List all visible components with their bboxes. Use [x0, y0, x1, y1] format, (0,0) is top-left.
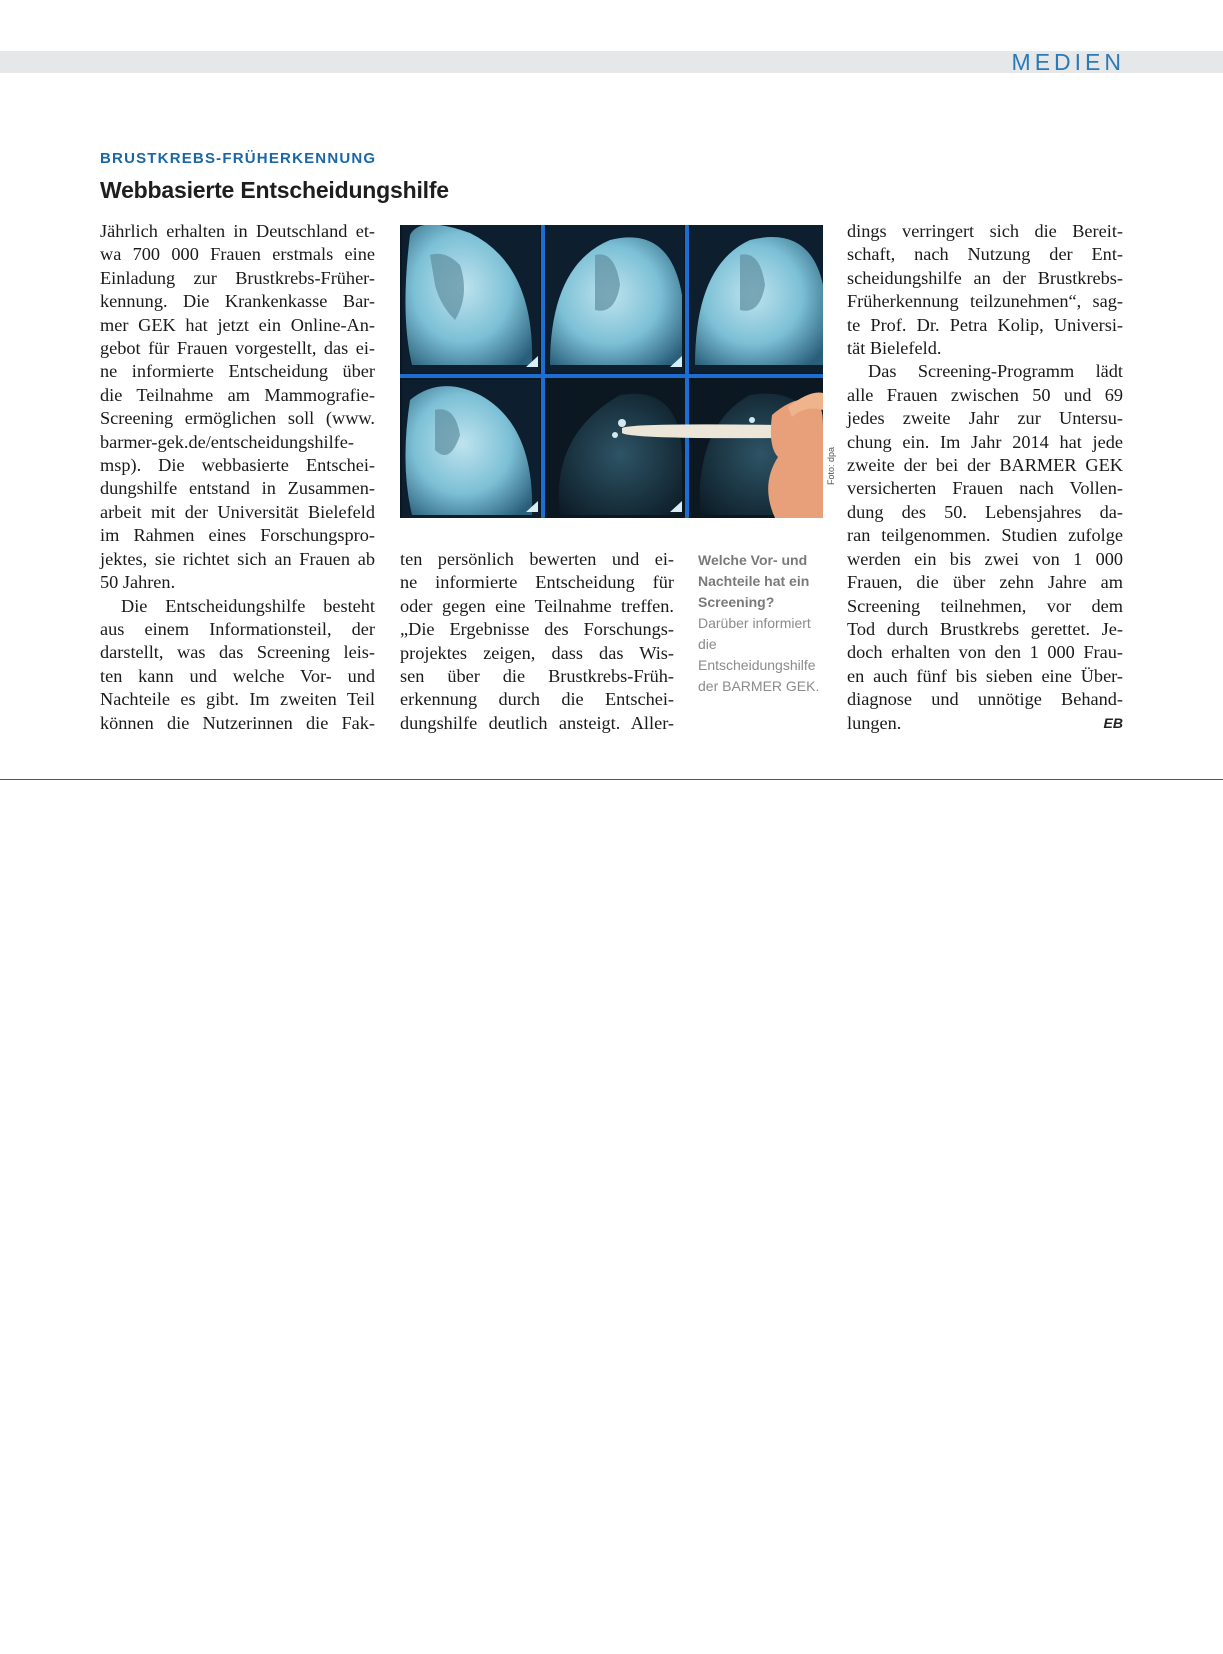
article-column-1 [100, 220, 375, 735]
caption-lead: Welche Vor- und Nachteile hat ein Screening? [698, 552, 810, 610]
paragraph-1 [100, 220, 375, 595]
text-line: schaft, nach Nutzung der Ent- [847, 244, 1123, 265]
text-line: Früherkennung teilzunehmen“, sag- [847, 291, 1123, 312]
paragraph-3 [847, 360, 1123, 735]
article-column-3 [847, 220, 1123, 735]
paragraph-2 [100, 595, 375, 735]
mammography-image [400, 225, 823, 518]
text-line: mer GEK hat jetzt ein Online-An- [100, 314, 375, 335]
text-line: dungshilfe entstand in Zusammen- [100, 478, 375, 499]
text-line: ne informierte Entscheidung über [100, 361, 375, 382]
text-line: en auch fünf bis sieben eine Über- [847, 665, 1123, 686]
text-line: werden ein bis zwei von 1 000 [847, 548, 1123, 569]
text-line: können die Nutzerinnen die Fak- [100, 712, 375, 733]
text-line: im Rahmen eines Forschungspro- [100, 525, 375, 546]
text-line: alle Frauen zwischen 50 und 69 [847, 384, 1123, 405]
text-line: tät Bielefeld. [847, 338, 942, 359]
text-line: darstellt, was das Screening leis- [100, 642, 375, 663]
text-line: „Die Ergebnisse des Forschungs- [400, 619, 674, 640]
photo-caption [698, 550, 828, 697]
text-line: Die Entscheidungshilfe besteht [121, 595, 375, 616]
text-line: versicherten Frauen nach Vollen- [847, 478, 1123, 499]
text-line: erkennung durch die Entschei- [400, 689, 674, 710]
text-line: jedes zweite Jahr zur Untersu- [847, 408, 1123, 429]
text-line: Nachteile es gibt. Im zweiten Teil [100, 689, 375, 710]
text-line: scheidungshilfe an der Brustkrebs- [847, 267, 1123, 288]
text-line: barmer-gek.de/entscheidungshilfe- [100, 431, 354, 452]
text-line: dungshilfe deutlich ansteigt. Aller- [400, 712, 674, 733]
text-line: gebot für Frauen vorgestellt, das ei- [100, 338, 375, 359]
text-line: aus einem Informationsteil, der [100, 618, 375, 639]
paragraph-2-continued [400, 548, 674, 735]
text-line: arbeit mit der Universität Bielefeld [100, 501, 375, 522]
article-column-2 [400, 548, 674, 735]
text-line: 50 Jahren. [100, 572, 176, 593]
text-line: Frauen, die über zehn Jahre am [847, 572, 1123, 593]
bottom-divider [0, 779, 1223, 780]
text-line: msp). Die webbasierte Entschei- [100, 455, 375, 476]
paragraph-2-end [847, 220, 1123, 360]
text-line: Das Screening-Programm lädt [868, 361, 1123, 382]
text-line: Screening teilnehmen, vor dem [847, 595, 1123, 616]
text-line: diagnose und unnötige Behand- [847, 689, 1123, 710]
last-line-text: lungen. [847, 712, 902, 733]
section-label: MEDIEN [1011, 49, 1125, 75]
text-line: dings verringert sich die Bereit- [847, 221, 1123, 241]
article-kicker: BRUSTKREBS-FRÜHERKENNUNG [100, 150, 377, 167]
text-line: ten persönlich bewerten und ei- [400, 549, 674, 569]
text-line: die Teilnahme am Mammografie- [100, 384, 375, 405]
text-line: Einladung zur Brustkrebs-Früher- [100, 267, 375, 288]
text-line: chung ein. Im Jahr 2014 hat jede [847, 431, 1123, 452]
text-line: dung des 50. Lebensjahres da- [847, 501, 1123, 522]
article-headline: Webbasierte Entscheidungshilfe [100, 177, 449, 203]
text-line: kennung. Die Krankenkasse Bar- [100, 291, 375, 312]
caption-text: Darüber informiert die Entscheidungshilfe der BARMER GEK. [698, 615, 820, 694]
text-line: jektes, sie richtet sich an Frauen ab [100, 548, 375, 569]
text-line: doch erhalten von den 1 000 Frau- [847, 642, 1123, 663]
text-line: ne informierte Entscheidung für [400, 572, 674, 593]
text-line: ran teilgenommen. Studien zufolge [847, 525, 1123, 546]
text-line: ten kann und welche Vor- und [100, 665, 375, 686]
text-line: Jährlich erhalten in Deutschland et- [100, 221, 375, 241]
text-line: te Prof. Dr. Petra Kolip, Universi- [847, 314, 1123, 335]
text-line: Tod durch Brustkrebs gerettet. Je- [847, 618, 1123, 639]
text-line: oder gegen eine Teilnahme treffen. [400, 595, 674, 616]
text-line: zweite der bei der BARMER GEK [847, 455, 1123, 476]
text-line: projektes zeigen, dass das Wis- [400, 642, 674, 663]
text-line: wa 700 000 Frauen erstmals eine [100, 244, 375, 265]
author-signature: EB [1103, 714, 1123, 731]
text-line: Screening ermöglichen soll (www. [100, 408, 375, 429]
text-line [847, 712, 1123, 735]
text-line: sen über die Brustkrebs-Früh- [400, 666, 674, 687]
mammography-photo [400, 225, 823, 518]
photo-credit: Foto: dpa [826, 446, 836, 485]
